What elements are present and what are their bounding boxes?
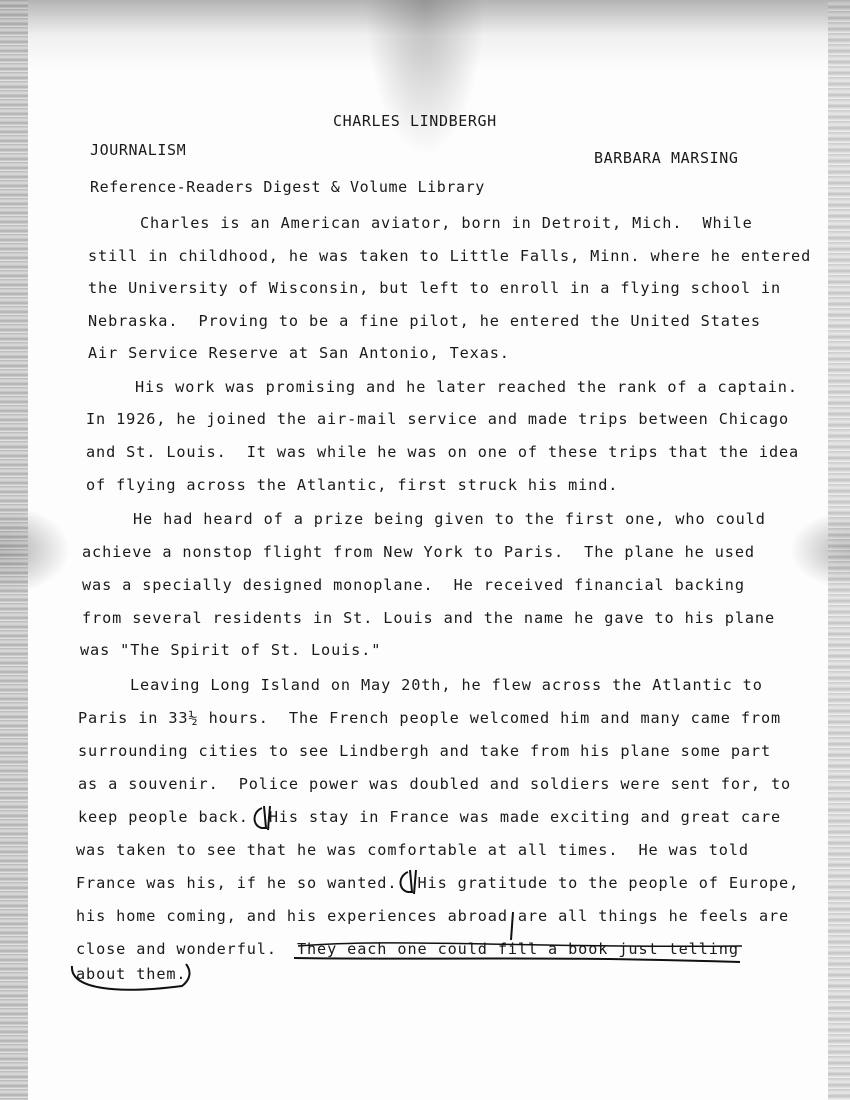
underline-mark: [298, 943, 742, 946]
paragraph-mark-icon: [255, 806, 271, 830]
author-name: BARBARA MARSING: [594, 149, 739, 167]
body-line: was taken to see that he was comfortable at all times. He was told: [76, 841, 749, 859]
body-line: His work was promising and he later reached the rank of a captain.: [135, 378, 798, 396]
body-line: was a specially designed monoplane. He received financial backing: [82, 576, 745, 594]
document-title: CHARLES LINDBERGH: [333, 112, 497, 130]
body-line: was "The Spirit of St. Louis.": [80, 641, 382, 659]
body-line: close and wonderful. They each one could fill a book just telling: [76, 940, 739, 958]
body-line: keep people back. His stay in France was made exciting and great care: [78, 808, 782, 826]
body-line: Air Service Reserve at San Antonio, Texas.: [88, 344, 510, 362]
body-line: In 1926, he joined the air-mail service and made trips between Chicago: [86, 410, 790, 428]
subject-label: JOURNALISM: [90, 141, 187, 159]
bracket-mark: [72, 964, 190, 990]
reference-line: Reference-Readers Digest & Volume Library: [90, 178, 485, 196]
underline-mark: [294, 958, 740, 962]
body-line: Charles is an American aviator, born in Detroit, Mich. While: [140, 214, 753, 232]
body-line: France was his, if he so wanted. His gratitude to the people of Europe,: [76, 874, 800, 892]
body-line: Leaving Long Island on May 20th, he flew across the Atlantic to: [130, 676, 763, 694]
body-line: about them.: [76, 965, 187, 983]
insertion-mark: [511, 912, 513, 940]
body-line: still in childhood, he was taken to Little Falls, Minn. where he entered: [88, 247, 812, 265]
body-line: as a souvenir. Police power was doubled and soldiers were sent for, to: [78, 775, 792, 793]
body-line: and St. Louis. It was while he was on one of these trips that the idea: [86, 443, 800, 461]
body-line: from several residents in St. Louis and the name he gave to his plane: [82, 609, 776, 627]
body-line: his home coming, and his experiences abroad are all things he feels are: [76, 907, 790, 925]
body-line: achieve a nonstop flight from New York to Paris. The plane he used: [82, 543, 755, 561]
body-line: Paris in 33½ hours. The French people welcomed him and many came from: [78, 709, 782, 727]
paragraph-mark-icon: [401, 870, 417, 894]
body-line: Nebraska. Proving to be a fine pilot, he entered the United States: [88, 312, 761, 330]
body-line: of flying across the Atlantic, first struck his mind.: [86, 476, 619, 494]
body-line: He had heard of a prize being given to the first one, who could: [133, 510, 766, 528]
body-line: surrounding cities to see Lindbergh and take from his plane some part: [78, 742, 772, 760]
body-line: the University of Wisconsin, but left to enroll in a flying school in: [88, 279, 782, 297]
